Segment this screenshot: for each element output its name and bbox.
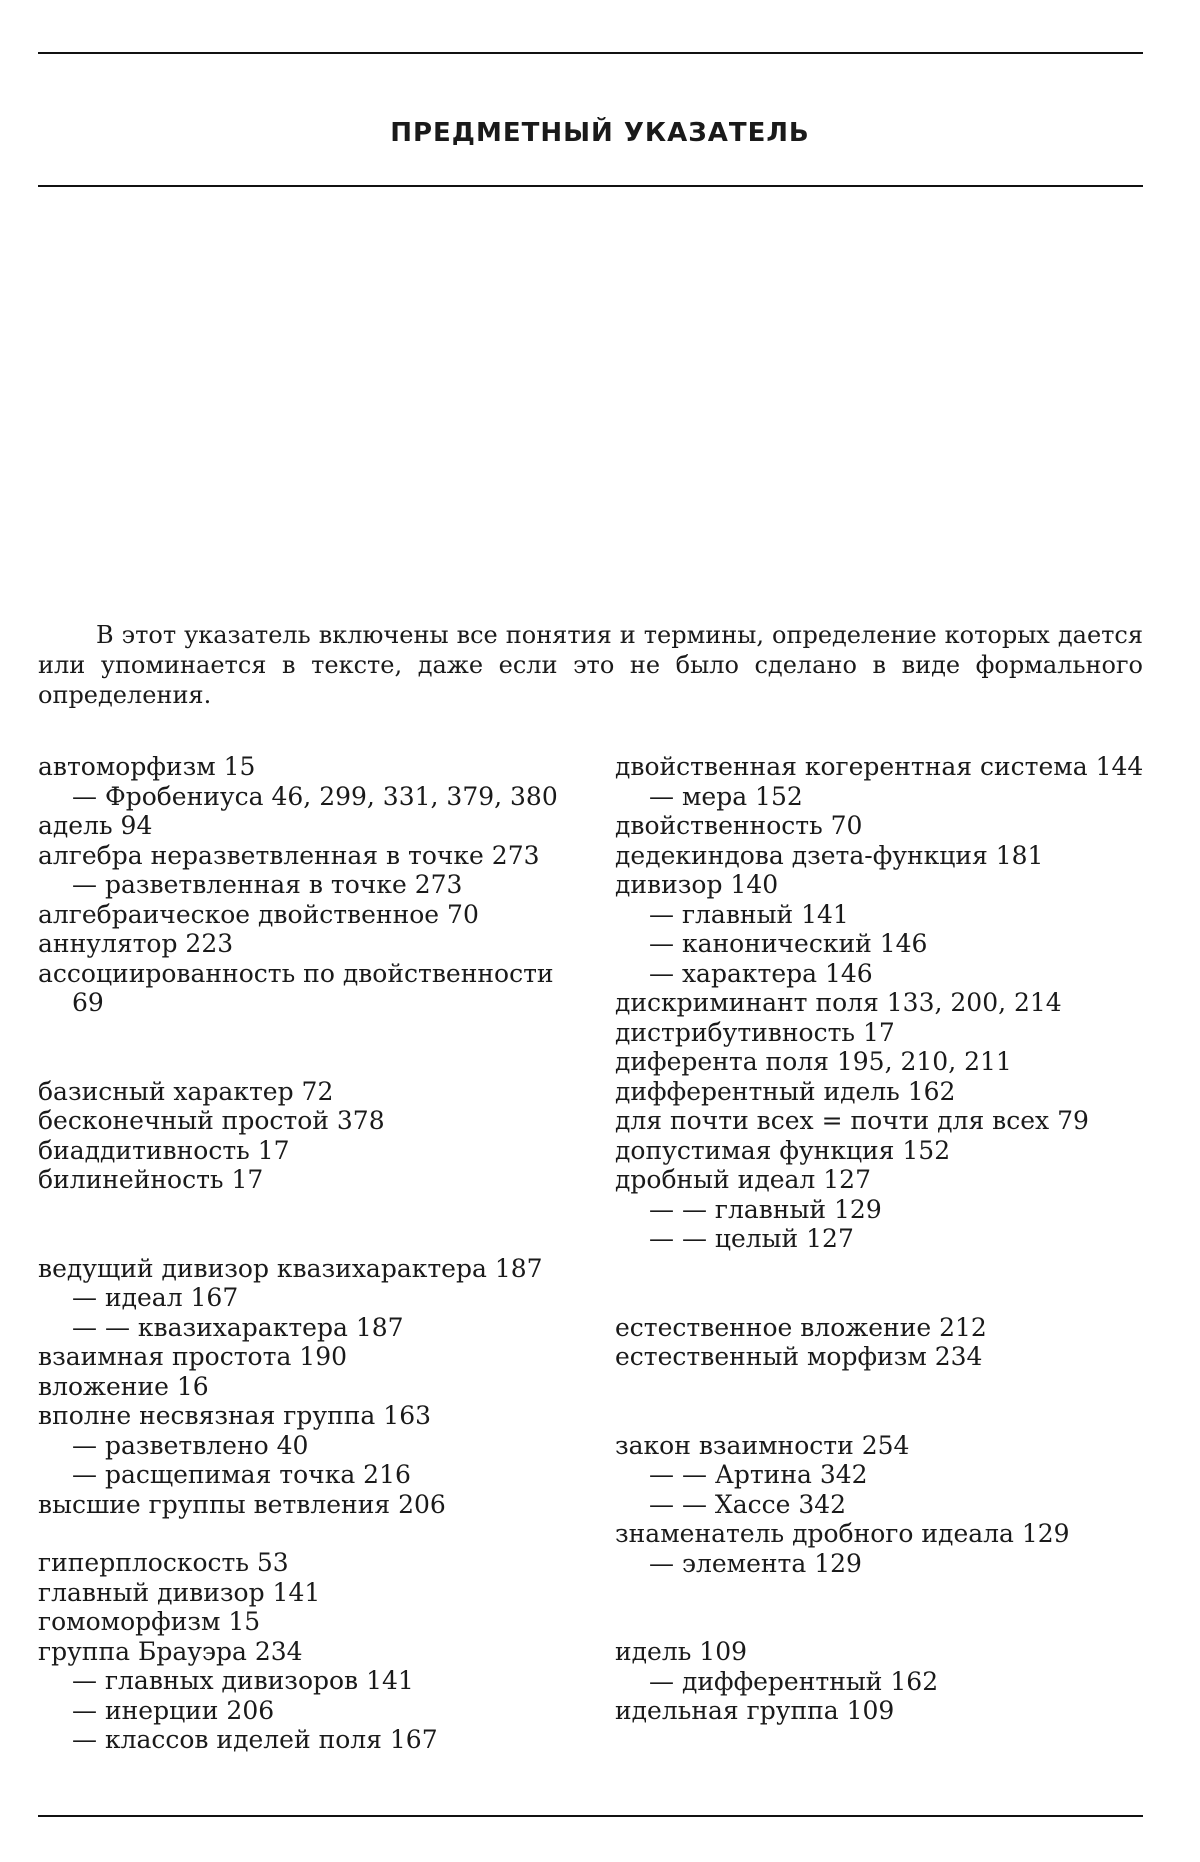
index-entry: ассоциированность по двойственности 69 bbox=[38, 959, 583, 1018]
index-subentry: — главный 141 bbox=[615, 900, 1150, 930]
index-subentry: — главных дивизоров 141 bbox=[38, 1666, 583, 1696]
index-entry: дробный идеал 127 bbox=[615, 1165, 1150, 1195]
index-entry: естественный морфизм 234 bbox=[615, 1342, 1150, 1372]
index-entry: идель 109 bbox=[615, 1637, 1150, 1667]
bottom-rule bbox=[38, 1815, 1143, 1817]
index-column-left bbox=[38, 752, 583, 1755]
index-entry: идельная группа 109 bbox=[615, 1696, 1150, 1726]
index-entry: двойственность 70 bbox=[615, 811, 1150, 841]
index-entry: биаддитивность 17 bbox=[38, 1136, 583, 1166]
index-entry: дивизор 140 bbox=[615, 870, 1150, 900]
index-entry: алгебра неразветвленная в точке 273 bbox=[38, 841, 583, 871]
index-subentry: — разветвлено 40 bbox=[38, 1431, 583, 1461]
index-subentry: — классов иделей поля 167 bbox=[38, 1725, 583, 1755]
index-subentry: — разветвленная в точке 273 bbox=[38, 870, 583, 900]
index-entry: бесконечный простой 378 bbox=[38, 1106, 583, 1136]
index-entry: вполне несвязная группа 163 bbox=[38, 1401, 583, 1431]
index-entry: аннулятор 223 bbox=[38, 929, 583, 959]
index-entry: автоморфизм 15 bbox=[38, 752, 583, 782]
index-entry: гомоморфизм 15 bbox=[38, 1607, 583, 1637]
index-subentry: — — квазихарактера 187 bbox=[38, 1313, 583, 1343]
index-subentry: — дифферентный 162 bbox=[615, 1667, 1150, 1697]
index-entry: закон взаимности 254 bbox=[615, 1431, 1150, 1461]
index-entry: высшие группы ветвления 206 bbox=[38, 1490, 583, 1520]
index-entry: алгебраическое двойственное 70 bbox=[38, 900, 583, 930]
index-entry: гиперплоскость 53 bbox=[38, 1548, 583, 1578]
index-subentry: — характера 146 bbox=[615, 959, 1150, 989]
index-subentry: — мера 152 bbox=[615, 782, 1150, 812]
index-entry: базисный характер 72 bbox=[38, 1077, 583, 1107]
index-entry: билинейность 17 bbox=[38, 1165, 583, 1195]
index-subentry: — инерции 206 bbox=[38, 1696, 583, 1726]
index-entry: взаимная простота 190 bbox=[38, 1342, 583, 1372]
index-subentry: — — целый 127 bbox=[615, 1224, 1150, 1254]
index-entry: двойственная когерентная система 144 bbox=[615, 752, 1150, 782]
index-entry: вложение 16 bbox=[38, 1372, 583, 1402]
index-entry: дискриминант поля 133, 200, 214 bbox=[615, 988, 1150, 1018]
index-column-right bbox=[615, 752, 1150, 1726]
title-rule bbox=[38, 185, 1143, 187]
index-entry: группа Брауэра 234 bbox=[38, 1637, 583, 1667]
index-entry: знаменатель дробного идеала 129 bbox=[615, 1519, 1150, 1549]
index-entry: ведущий дивизор квазихарактера 187 bbox=[38, 1254, 583, 1284]
index-entry: главный дивизор 141 bbox=[38, 1578, 583, 1608]
index-entry: дифферентный идель 162 bbox=[615, 1077, 1150, 1107]
index-subentry: — — Хассе 342 bbox=[615, 1490, 1150, 1520]
index-subentry: — — главный 129 bbox=[615, 1195, 1150, 1225]
index-entry: диферента поля 195, 210, 211 bbox=[615, 1047, 1150, 1077]
index-entry: адель 94 bbox=[38, 811, 583, 841]
index-subentry: — расщепимая точка 216 bbox=[38, 1460, 583, 1490]
index-entry: дистрибутивность 17 bbox=[615, 1018, 1150, 1048]
page-title: ПРЕДМЕТНЫЙ УКАЗАТЕЛЬ bbox=[0, 118, 1200, 148]
index-subentry: — идеал 167 bbox=[38, 1283, 583, 1313]
index-entry: для почти всех = почти для всех 79 bbox=[615, 1106, 1150, 1136]
index-subentry: — канонический 146 bbox=[615, 929, 1150, 959]
intro-paragraph: В этот указатель включены все понятия и термины, определение которых дается или упоминается в тексте, даже если это не было сделано в виде формального определения. bbox=[38, 620, 1143, 710]
index-subentry: — элемента 129 bbox=[615, 1549, 1150, 1579]
index-subentry: — — Артина 342 bbox=[615, 1460, 1150, 1490]
index-entry: естественное вложение 212 bbox=[615, 1313, 1150, 1343]
index-entry: допустимая функция 152 bbox=[615, 1136, 1150, 1166]
index-subentry: — Фробениуса 46, 299, 331, 379, 380 bbox=[38, 782, 583, 812]
top-rule bbox=[38, 52, 1143, 54]
index-entry: дедекиндова дзета-функция 181 bbox=[615, 841, 1150, 871]
